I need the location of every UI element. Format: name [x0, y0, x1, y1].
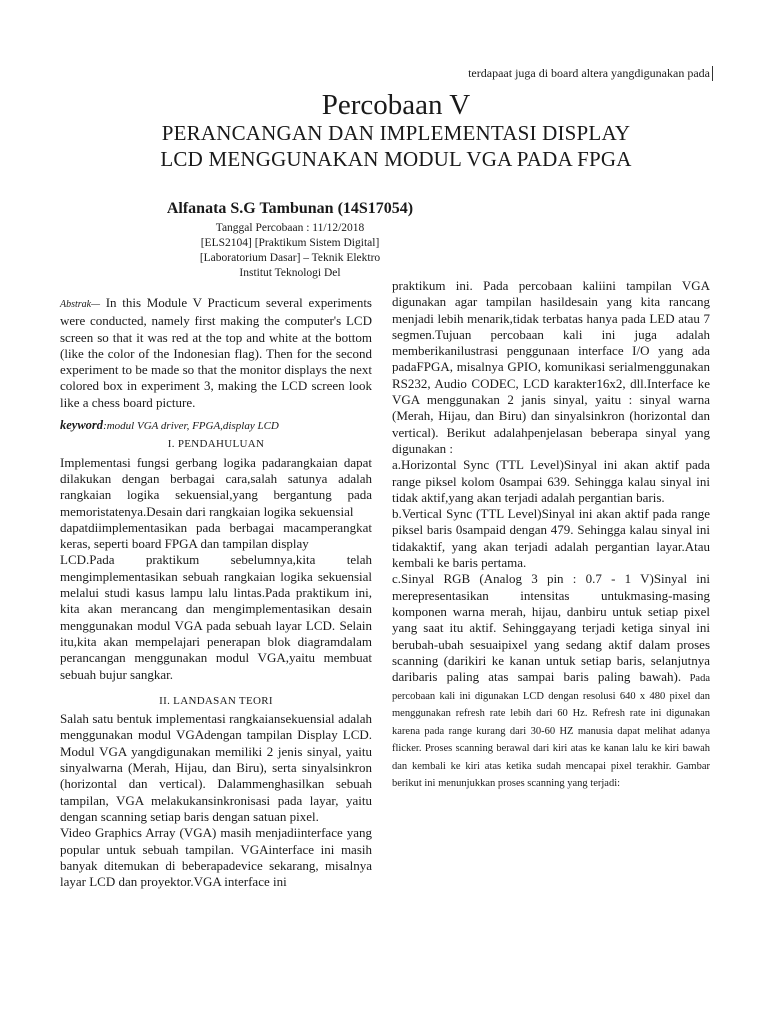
paragraph-small-text: Pada percobaan kali ini digunakan LCD dengan resolusi 640 x 480 pixel dan menggunakan refresh rate lebih dari 60 Hz. Refresh rate ini digunakan karena pada range kurang dari 30-60 HZ manusia dapat melihat adanya flicker. Proses scanning berawal dari kiri atas ke kanan lalu ke kiri bawah dan kembali ke kiri atas ketika sudah mencapai pixel terakhir. Gambar berikut ini menunjukkan proses scanning yang terjadi:: [392, 673, 710, 790]
paragraph: [392, 571, 710, 791]
paragraph: Implementasi fungsi gerbang logika padarangkaian dapat dilakukan dengan berbagai cara,salah satunya adalah rangkaian logika sekuensial,yang bergantung pada memoristatenya.Desain dari rangkaian logika sekuensial: [60, 454, 372, 519]
experiment-date: Tanggal Percobaan : 11/12/2018: [215, 222, 365, 234]
paragraph: b.Vertical Sync (TTL Level)Sinyal ini akan aktif pada range piksel baris 0sampaid dengan 479. Sehingga kalau sinyal ini tidakaktif, yang akan terjadi adalah pergantian layar.Atau kembali ke baris pertama.: [392, 506, 710, 571]
keyword-label: keyword: [60, 418, 104, 433]
keyword-text: :modul VGA driver, FPGA,display LCD: [103, 420, 279, 433]
paper-subtitle: [0, 120, 768, 172]
subtitle-line-1: PERANCANGAN DAN IMPLEMENTASI DISPLAY: [161, 121, 631, 145]
course-info: [ELS2104] [Praktikum Sistem Digital]: [200, 237, 380, 249]
lab-info: [Laboratorium Dasar] – Teknik Elektro: [199, 252, 381, 264]
continued-text-line: terdapaat juga di board altera yangdigunakan pada: [395, 66, 713, 81]
paragraph-main-text: c.Sinyal RGB (Analog 3 pin : 0.7 - 1 V)Sinyal ini merepresentasikan intensitas untukmasing-masing komponen warna merah, hijau, danbiru untuk setiap pixel yang saat itu aktif. Sehinggayang terjadi ketiga sinyal ini berubah-ubah sesuaipixel yang sedang aktif dalam proses scanning (darikiri ke kanan untuk setiap baris, selanjutnya daribaris paling atas sampai baris paling bawah).: [392, 571, 710, 685]
paragraph: praktikum ini. Pada percobaan kaliini tampilan VGA digunakan agar tampilan hasildesain yang kita rancang menjadi lebih menarik,tidak terbatas hanya pada LED atau 7 segmen.Tujuan percobaan kali ini juga adalah memberikanilustrasi penggunaan interface I/O yang ada padaFPGA, misalnya GPIO, komunikasi serialmenggunakan RS232, Audio CODEC, LCD karakter16x2, dll.Interface ke VGA menggunakan 2 janis sinyal, yaitu : sinyal warna (Merah, Hijau, dan Biru) dan sinyalsinkron (horizontal dan vertical). Berikut adalahpenjelasan beberapa sinyal yang digunakan :: [392, 278, 710, 456]
paragraph: Video Graphics Array (VGA) masih menjadiinterface yang popular untuk sebuah tampilan. VGAinterface ini masih banyak ditemukan di beberapadevice sekarang, misalnya layar LCD dan proyektor.VGA interface ini: [60, 825, 372, 890]
paragraph: Salah satu bentuk implementasi rangkaiansekuensial adalah menggunakan modul VGAdengan tampilan Display LCD. Modul VGA yangdigunakan memiliki 2 jenis sinyal, yaitu sinyalwarna (Merah, Hijau, dan Biru), serta sinyalsinkron (horizontal dan vertical). Dalammenghasilkan sebuah tampilan, VGA melakukansinkronisasi pada layar, yaitu dengan scanning setiap baris dengan satuan pixel.: [60, 711, 372, 824]
paragraph: a.Horizontal Sync (TTL Level)Sinyal ini akan aktif pada range piksel kolom 0sampai 639. Sehingga kalau sinyal ini tidak aktif,yang akan terjadi adalah pergantian baris.: [392, 457, 710, 505]
section-heading-pendahuluan: I. PENDAHULUAN: [167, 438, 265, 451]
author-name: Alfanata S.G Tambunan (14S17054): [166, 200, 414, 217]
abstract-text: In this Module V Practicum several experiments were conducted, namely first making the computer's LCD screen so that it was red at the top and white at the bottom (like the color of the Indonesian flag). Then for the second experiment to be made so that the monitor displays the next colored box in experiment 3, making the LCD screen look like a chess board picture.: [60, 295, 372, 410]
paragraph: LCD.Pada praktikum sebelumnya,kita telah mengimplementasikan sebuah rangkaian logika sekuensial melalui studi kasus lampu lalu lintas.Pada praktikum ini, kita akan merancang dan mengimplementasikan desain menggunakan modul VGA pada sebuah layar LCD. Selain itu,kita akan mempelajari penerapan blok diagramdalam perancangan menggunakan modul VGA,yaitu membuat sebuah bujur sangkar.: [60, 552, 372, 682]
institute-info: Institut Teknologi Del: [239, 267, 341, 279]
right-column: [392, 278, 710, 792]
subtitle-line-2: LCD MENGGUNAKAN MODUL VGA PADA FPGA: [160, 147, 632, 171]
abstract: [60, 295, 372, 411]
keywords: [60, 417, 372, 434]
author-affiliation: [0, 221, 580, 281]
left-column: [60, 295, 372, 890]
paper-title: Percobaan V: [321, 89, 471, 121]
abstract-label: Abstrak—: [60, 299, 100, 310]
section-heading-landasan-teori: II. LANDASAN TEORI: [159, 694, 273, 707]
paragraph: dapatdiimplementasikan pada berbagai macamperangkat keras, seperti board FPGA dan tampilan display: [60, 519, 372, 552]
